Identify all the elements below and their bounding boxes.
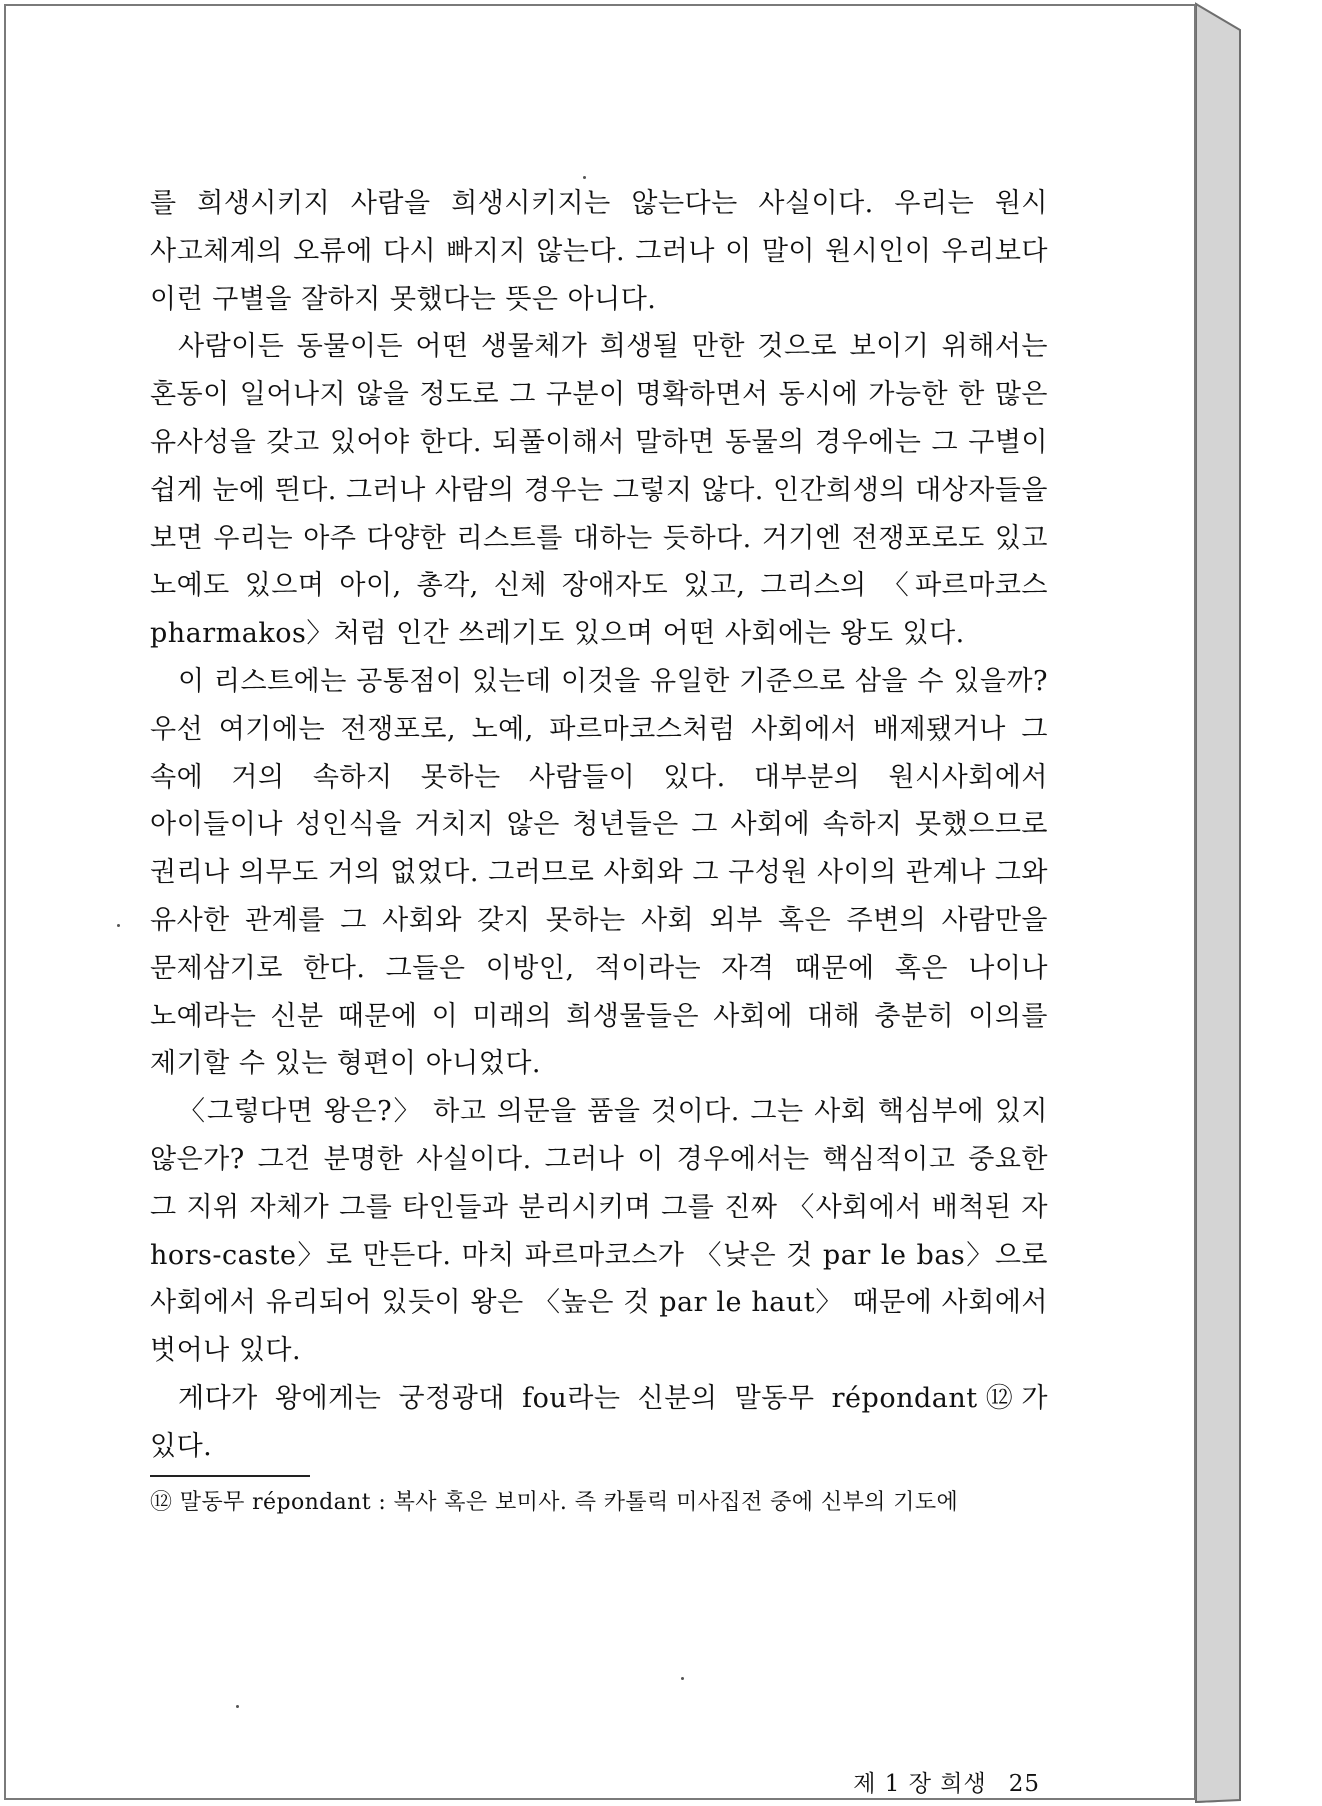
paragraph: 게다가 왕에게는 궁정광대 fou라는 신분의 말동무 répondant⑫가 있다. [150,1382,1048,1462]
footnote-divider [150,1475,310,1477]
paragraph: 이 리스트에는 공통점이 있는데 이것을 유일한 기준으로 삼을 수 있을까? 우선 여기에는 전쟁포로, 노예, 파르마코스처럼 사회에서 배제됐거나 그 속에 거의 속하지 못하는 사람들이 있다. 대부분의 원시사회에서 아이들이나 성인식을 거치지 않은 청년들은 그 사회에 속하지 못했으므로 권리나 의무도 거의 없었다. 그러므로 사회와 그 구성원 사이의 관계나 그와 유사한 관계를 그 사회와 갖지 못하는 사회 외부 혹은 주변의 사람만을 문제삼기로 한다. 그들은 이방인, 적이라는 자격 때문에 혹은 나이나 노예라는 신분 때문에 이 미래의 희생물들은 사회에 대해 충분히 이의를 제기할 수 있는 형편이 아니었다. [150,665,1048,1080]
footnote: ⑫ 말동무 répondant : 복사 혹은 보미사. 즉 카톨릭 미사집전 중에 신부의 기도에 [150,1489,959,1515]
scan-speck [117,924,120,927]
running-footer [0,1765,1040,1798]
scan-speck [681,1677,684,1680]
scan-speck [583,176,586,179]
paragraph: 〈그렇다면 왕은?〉 하고 의문을 품을 것이다. 그는 사회 핵심부에 있지 않은가? 그건 분명한 사실이다. 그러나 이 경우에서는 핵심적이고 중요한 그 지위 자체가 그를 타인들과 분리시키며 그를 진짜 〈사회에서 배척된 자 hors-caste〉로 만든다. 마치 파르마코스가 〈낮은 것 par le bas〉으로 사회에서 유리되어 있듯이 왕은 〈높은 것 par le haut〉 때문에 사회에서 벗어나 있다. [150,1096,1048,1367]
paragraph: 사람이든 동물이든 어떤 생물체가 희생될 만한 것으로 보이기 위해서는 혼동이 일어나지 않을 정도로 그 구분이 명확하면서 동시에 가능한 한 많은 유사성을 갖고 있어야 한다. 되풀이해서 말하면 동물의 경우에는 그 구별이 쉽게 눈에 띈다. 그러나 사람의 경우는 그렇지 않다. 인간희생의 대상자들을 보면 우리는 아주 다양한 리스트를 대하는 듯하다. 거기엔 전쟁포로도 있고 노예도 있으며 아이, 총각, 신체 장애자도 있고, 그리스의 〈파르마코스 pharmakos〉처럼 인간 쓰레기도 있으며 어떤 사회에는 왕도 있다. [150,331,1048,650]
scan-speck [236,1705,239,1708]
body-text [150,180,1048,1519]
paragraph: 를 희생시키지 사람을 희생시키지는 않는다는 사실이다. 우리는 원시 사고체계의 오류에 다시 빠지지 않는다. 그러나 이 말이 원시인이 우리보다 이런 구별을 잘하지 못했다는 뜻은 아니다. [150,188,1048,315]
page-number: 25 [1008,1771,1040,1797]
chapter-title: 제 1 장 희생 [853,1771,987,1797]
